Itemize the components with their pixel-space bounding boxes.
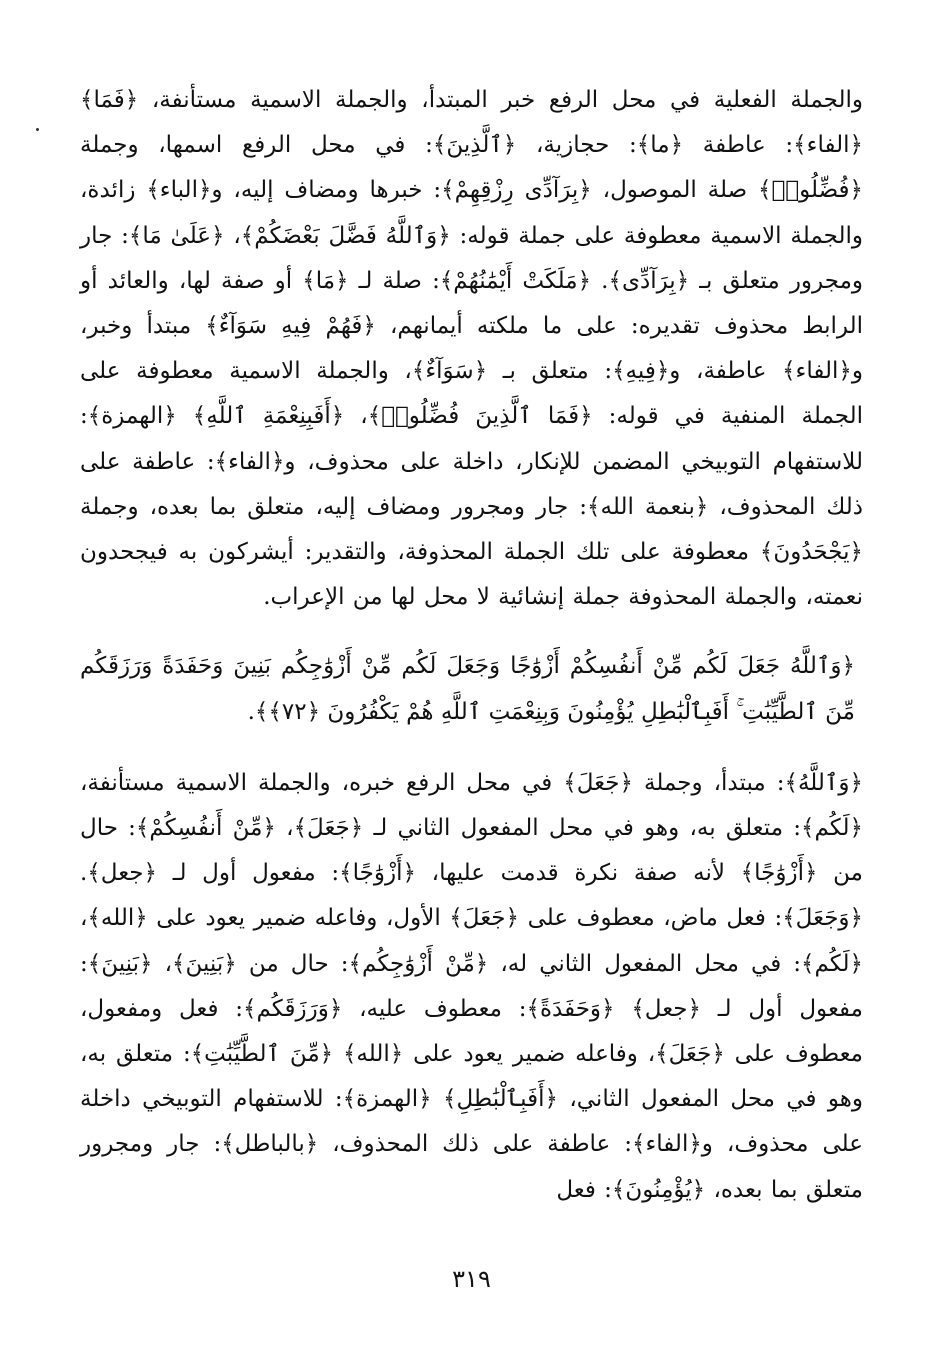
paragraph-irab-2: ﴿وَٱللَّهُ﴾: مبتدأ، وجملة ﴿جَعَلَ﴾ في محل الرفع خبره، والجملة الاسمية مستأنفة، ﴿لَكُم﴾: متعلق به، وهو في محل المفعول الثاني لـ ﴿جَعَلَ﴾، ﴿مِّنْ أَنفُسِكُمْ﴾: حال من ﴿أَزْوَٰجًا﴾ لأنه صفة نكرة قدمت عليها، ﴿أَزْوَٰجًا﴾: مفعول أول لـ ﴿جعل﴾. ﴿وَجَعَلَ﴾: فعل ماض، معطوف على ﴿جَعَلَ﴾ الأول، وفاعله ضمير يعود على ﴿الله﴾، ﴿لَكُم﴾: في محل المفعول الثاني له، ﴿مِّنْ أَزْوَٰجِكُم﴾: حال من ﴿بَنِينَ﴾، ﴿بَنِينَ﴾: مفعول أول لـ ﴿جعل﴾ ﴿وَحَفَدَةً﴾: معطوف عليه، ﴿وَرَزَقَكُم﴾: فعل ومفعول، معطوف على ﴿جَعَلَ﴾، وفاعله ضمير يعود على ﴿الله﴾ ﴿مِّنَ ٱلطَّيِّبَٰتِ﴾: متعلق به، وهو في محل المفعول الثاني، ﴿أَفَبِٱلْبَٰطِلِ﴾ ﴿الهمزة﴾: للاستفهام التوبيخي داخلة على محذوف، و﴿الفاء﴾: عاطفة على ذلك المحذوف، ﴿بالباطل﴾: جار ومجرور متعلق بما بعده، ﴿يُؤْمِنُونَ﴾: فعل [80, 769, 863, 1203]
page-body [80, 78, 863, 1213]
paragraph-irab-1: والجملة الفعلية في محل الرفع خبر المبتدأ، والجملة الاسمية مستأنفة، ﴿فَمَا﴾ ﴿الفاء﴾: عاطفة ﴿ما﴾: حجازية، ﴿ٱلَّذِينَ﴾: في محل الرفع اسمها، وجملة ﴿فُضِّلُوا۟﴾ صلة الموصول، ﴿بِرَآدِّى رِزْقِهِمْ﴾: خبرها ومضاف إليه، و﴿الباء﴾ زائدة، والجملة الاسمية معطوفة على جملة قوله: ﴿وَٱللَّهُ فَضَّلَ بَعْضَكُمْ﴾، ﴿عَلَىٰ مَا﴾: جار ومجرور متعلق بـ ﴿بِرَآدِّى﴾. ﴿مَلَكَتْ أَيْمَٰنُهُمْ﴾: صلة لـ ﴿مَا﴾ أو صفة لها، والعائد أو الرابط محذوف تقديره: على ما ملكته أيمانهم، ﴿فَهُمْ فِيهِ سَوَآءٌ﴾ مبتدأ وخبر، و﴿الفاء﴾ عاطفة، و﴿فِيهِ﴾: متعلق بـ ﴿سَوَآءٌ﴾، والجملة الاسمية معطوفة على الجملة المنفية في قوله: ﴿فَمَا ٱلَّذِينَ فُضِّلُوا۟﴾، ﴿أَفَبِنِعْمَةِ ٱللَّهِ﴾ ﴿الهمزة﴾: للاستفهام التوبيخي المضمن للإنكار، داخلة على محذوف، و﴿الفاء﴾: عاطفة على ذلك المحذوف، ﴿بنعمة الله﴾: جار ومجرور ومضاف إليه، متعلق بما بعده، وجملة ﴿يَجْحَدُونَ﴾ معطوفة على تلك الجملة المحذوفة، والتقدير: أيشركون به فيجحدون نعمته، والجملة المحذوفة جملة إنشائية لا محل لها من الإعراب. [80, 87, 863, 611]
quran-verse-72: ﴿وَٱللَّهُ جَعَلَ لَكُم مِّنْ أَنفُسِكُمْ أَزْوَٰجًا وَجَعَلَ لَكُم مِّنْ أَزْوَٰجِكُم بَنِينَ وَحَفَدَةً وَرَزَقَكُم مِّنَ ٱلطَّيِّبَٰتِ ۚ أَفَبِٱلْبَٰطِلِ يُؤْمِنُونَ وَبِنِعْمَتِ ٱللَّهِ هُمْ يَكْفُرُونَ ﴿٧٢﴾﴾. [80, 653, 855, 725]
scan-speck [36, 128, 39, 131]
page-number: ٣١٩ [452, 1265, 491, 1293]
